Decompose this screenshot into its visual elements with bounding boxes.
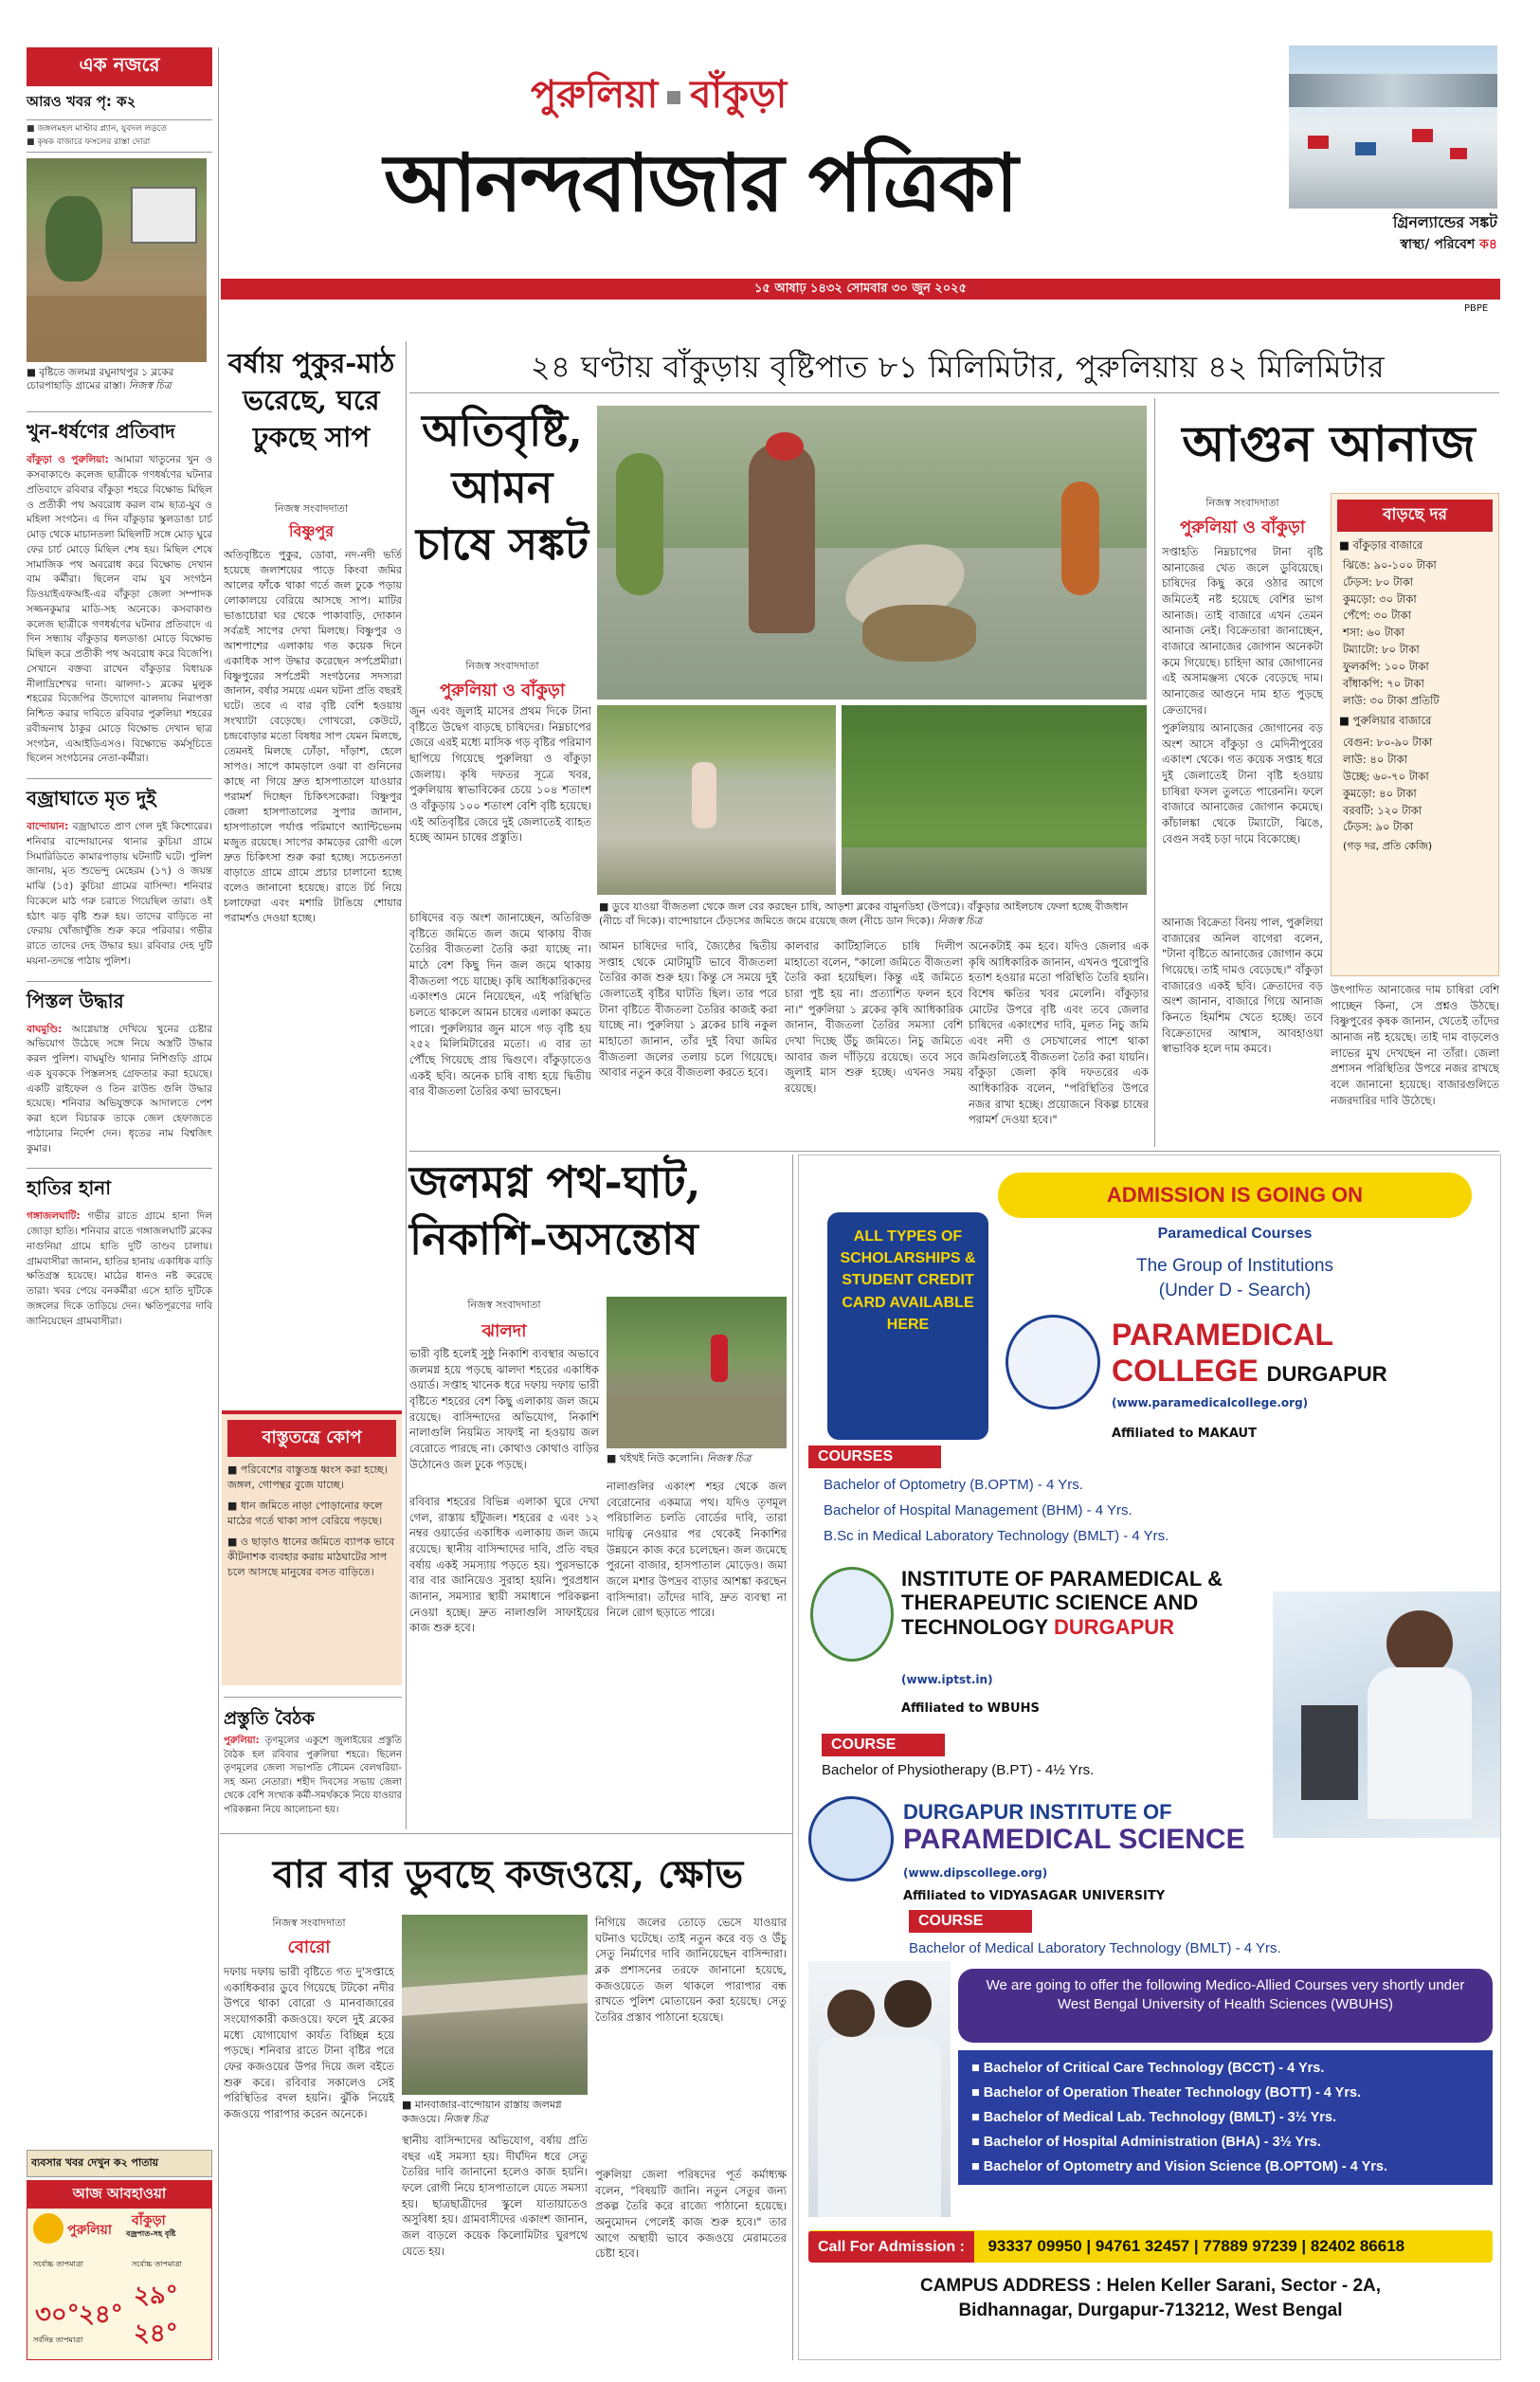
courses-label: COURSES — [808, 1446, 941, 1468]
price-body: আনাজ বিক্রেতা বিনয় পাল, পুরুলিয়া বাজারের অনিল বাগেরা বলেন, "টানা বৃষ্টিতে আনাজের জোগান কমে গিয়েছে। তাই দামও বেড়েছে।" বাঁকুড়া বাজারেও একই ছবি। ক্রেতাদের বড় অংশ জানান, বাজারে গিয়ে আনাজ কিনতে হিমশিম খেতে হচ্ছে। তবে বিক্রেতাদের আশ্বাস, আবহাওয়া স্বাভাবিক হলে দাম কমবে। — [1162, 916, 1323, 1056]
weather-note: বজ্রপাত-সহ বৃষ্টি — [126, 2229, 176, 2238]
call-numbers[interactable]: 93337 09950 | 94761 32457 | 77889 97239 | 82402 86618 — [987, 2237, 1405, 2255]
price-box-title: বাড়ছে দর — [1337, 500, 1493, 532]
flood-road-photo — [27, 158, 207, 362]
price-box-sub: ■ বাঁকুড়ার বাজারে — [1339, 538, 1423, 552]
ecosystem-box — [222, 1410, 402, 1685]
weather-temp: ২৪° — [134, 2319, 178, 2348]
flood-photo-caption: ■ থইথই নিউ কলোনি। নিজস্ব চিত্র — [607, 1452, 752, 1464]
ad-subtitle: Paramedical Courses — [1157, 1226, 1313, 1242]
list-item: বাঁধাকপি: ৭০ টাকা — [1343, 676, 1424, 690]
weather-city: পুরুলিয়া — [67, 2223, 112, 2238]
campus-address: CAMPUS ADDRESS : Helen Keller Sarani, Sector - 2A, Bidhannagar, Durgapur-713212, West Bengal — [919, 2276, 1382, 2320]
ad-group-sub: (Under D - Search) — [1158, 1281, 1312, 1300]
students-photo — [808, 1961, 951, 2217]
course3: Bachelor of Medical Laboratory Technology (BMLT) - 4 Yrs. — [909, 1940, 1281, 1956]
page-code: PBPE — [1464, 303, 1489, 314]
masthead-title: আনন্দবাজার পত্রিকা — [384, 136, 1017, 229]
list-item: লাউ: ৪০ টাকা — [1343, 753, 1407, 767]
list-item: ■ Bachelor of Operation Theater Technology (BOTT) - 4 Yrs. — [971, 2085, 1362, 2101]
flood-road-caption: ■ বৃষ্টিতে জলমগ্ন রঘুনাথপুর ১ ব্লকের চোরপাহাড়ি গ্রামের রাস্তা। নিজস্ব চিত্র — [27, 367, 174, 392]
college-logo-2 — [810, 1567, 894, 1662]
causeway-body: স্থানীয় বাসিন্দাদের অভিযোগ, বর্ষায় প্রতি বছর এই সমস্যা হয়। দীর্ঘদিন ধরে সেতু তৈরির দাবি জানানো হলেও কাজ হয়নি। ফলে রোগী নিয়ে হাসপাতালে যেতে সমস্যা হয়। ছাত্রছাত্রীদের স্কুলে যাতায়াতেও অসুবিধা হয়। গ্রামবাসীদের একাংশ জানান, জল বাড়লে কয়েক কিলোমিটার ঘুরপথে যেতে হয়। — [402, 2134, 588, 2258]
list-item: টম্যাটো: ৮০ টাকা — [1343, 643, 1420, 657]
ek-nazar-bullet: ■ কৃষক বাজারে ফসলের রাস্তা দোরা — [27, 136, 212, 154]
weather-temp: ২৯° — [134, 2282, 178, 2310]
price-box-note: (গড় দর, প্রতি কেজি) — [1343, 840, 1433, 853]
snake-byline: নিজস্ব সংবাদদাতা — [274, 502, 349, 515]
list-item: বেগুন: ৮০-৯০ টাকা — [1343, 736, 1433, 750]
weather-city: বাঁকুড়া — [132, 2213, 166, 2228]
business-note[interactable]: ব্যবসার খবর দেখুন ক২ পাতায় — [27, 2150, 212, 2177]
list-item: ফুলকপি: ১০০ টাকা — [1343, 659, 1429, 673]
weather-label: সর্বোচ্চ তাপমাত্রা — [33, 2260, 83, 2268]
left-story-body: বাঁকুড়া ও পুরুলিয়া: আমারা খাতুনের খুন ও কসবাকাণ্ডে কলেজ ছাত্রীকে গণধর্ষণের ঘটনার প্রতিবাদে রবিবার বাঁকুড়া শহরে বিক্ষোভ মিছিল ও প্রতীকী পথ অবরোধ করল বাম ছাত্র-যুব ও মহিলা সংগঠন। এ দিন বাঁকুড়ার স্কুলডাঙা চার্চ মোড় থেকে মাচানতলা মিছিলটি সঙ্গে মোড় ঘুরে ফের চার্চ মোড়ে মিছিল শেষ হয়। মিছিল শেষে সামাজিক পথ অবরোধ করে বিক্ষোভ দেখান বাম কর্মীরা। ছিলেন বাম যুব সংগঠন ডিওয়াইএফআই-এর বাঁকুড়া জেলা সম্পাদক সজ্জনকুমার মাডি-সহ অনেকে। কসবাকাণ্ড কলেজ ছাত্রীকে গণধর্ষণের ঘটনার প্রতিবাদে এ দিন সন্ধ্যায় বাঁকুড়ার ধলডাঙা মোড়ে বিক্ষোভ মিছিল করে প্রতীকী পথ অবরোধ করে বিজেপি। সেখানে বক্তব্য রাখেন বাঁকুড়ার বিধায়ক নীলাদ্রিশেখর দানা। ঝালদা-১ ব্লকের মুলুক শহরের বিজেপির উদ্যোগে ঝালদায় নিরাপত্তা নিশ্চিত করার দাবিতে রবিবার পুরুলিয়া শহরের রবীন্দ্রনাথ ঠাকুর মোড়ে বিক্ষোভ দেখান ছাত্র সংগঠন, এআইডিএসও। বিক্ষোভে কর্মসূচিতে ছিলেন সংগঠনের নেতা-কর্মীরা। — [27, 454, 212, 765]
list-item: পেঁপে: ৩০ টাকা — [1343, 609, 1412, 623]
flooded-colony-photo — [607, 1297, 787, 1448]
snake-body: অতিবৃষ্টিতে পুকুর, ডোবা, নদ-নদী ভর্তি হয়েছে জলাশয়ের পাড়ে কিংবা জমির আলের ফাঁকে থাকা গর্তে জল ঢুকে পড়ায় লোকালয়ে বেরিয়ে আসছে সাপ। মাটির ভাঙাচোরা ঘর থেকে পাকাবাড়ি, দোকান সর্বত্রই সাপের দেখা মিলছে। বিষ্ণুপুর ও আশপাশের এলাকায় গত কয়েক দিনে একাধিক সাপ উদ্ধার করেছেন সর্পপ্রেমীরা। বিষ্ণুপুরের সর্পপ্রেমী সংগঠনের সদস্যরা জানান, বর্ষার সময়ে এমন ঘটনা প্রতি বছরই ঘটে। তবে এ বার বৃষ্টি বেশি হওয়ায় সংখ্যাটা বেড়েছে। গোখরো, কেউটে, চন্দ্রবোড়ার মতো বিষধর সাপ যেমন মিলছে, তেমনই মিলছে ঢোঁড়া, দাঁড়াশ, হেলে সাপও। সাপে কামড়ালে ওঝা বা গুনিনের কাছে না গিয়ে দ্রুত হাসপাতালে যাওয়ার পরামর্শ দিচ্ছেন চিকিৎসকেরা। বিষ্ণুপুর জেলা হাসপাতালের সুপার জানান, হাসপাতালে পর্যাপ্ত পরিমাণে অ্যান্টিভেনম মজুত রয়েছে। সাপের কামড়ের রোগী এলে দ্রুত চিকিৎসা শুরু করা হচ্ছে। সচেতনতা বাড়াতে গ্রামে গ্রামে প্রচার চালানো হচ্ছে বলেও জানানো হয়েছে। রাতে টর্চ নিয়ে চলাফেরা এবং মশারি টাঙিয়ে শোয়ার পরামর্শও দেওয়া হচ্ছে। — [224, 549, 402, 924]
weather-temp: ২৪° — [79, 2300, 123, 2329]
dateline-bar: ১৫ আষাঢ় ১৪৩২ সোমবার ৩০ জুন ২০২৫ — [221, 279, 1500, 300]
prep-meeting-title: প্রস্তুতি বৈঠক — [224, 1697, 402, 1736]
price-body: উৎপাদিত আনাজের দাম চাষিরা বেশি পাচ্ছেন কিনা, সে প্রশ্নও উঠছে। বিষ্ণুপুরের কৃষক জানান, খেতেই তাঁদের আনাজ নষ্ট হয়েছে। তাই দাম বাড়লেও লাভের মুখ দেখছেন না তাঁরা। জেলা প্রশাসন পরিস্থিতির উপরে নজর রাখছে বলে জানানো হয়েছে। বাজারগুলিতে নজরদারির দাবি উঠেছে। — [1331, 983, 1499, 1107]
rain-body: চাষিদের বড় অংশ জানাচ্ছেন, অতিরিক্ত বৃষ্টিতে জমিতে জল জমে থাকায় বীজ তৈরির বীজতলা তৈরি করা যাচ্ছে না। মাঠে বেশ কিছু দিন জল জমে থাকায় বীজতলা পচে যাচ্ছে। কৃষি আধিকারিকদের একাংশও মেনে নিয়েছেন, এই পরিস্থিতি চলতে থাকলে আমন চাষের এলাকা কমতে পারে। পুরুলিয়ার জুন মাসে গড় বৃষ্টি হয় ২৫২ মিলিমিটারের মতো। এ বার তা পৌঁছে গিয়েছে প্রায় দ্বিগুণে। বাঁকুড়াতেও একই ছবি। অনেক চাষি বাধ্য হয়ে দ্বিতীয় বার বীজতলা তৈরির কথা ভাবছেন। — [409, 911, 591, 1099]
left-rail — [27, 47, 212, 2360]
flood-headline: জলমগ্ন পথ-ঘাট, নিকাশি-অসন্তোষ — [409, 1156, 701, 1264]
list-item: Bachelor of Hospital Management (BHM) - 4 Yrs. — [824, 1502, 1132, 1518]
rain-place: পুরুলিয়া ও বাঁকুড়া — [439, 681, 566, 700]
college1-web[interactable]: (www.paramedicalcollege.org) — [1112, 1396, 1309, 1409]
price-box — [1331, 493, 1499, 976]
left-story-title: বজ্রাঘাতে মৃত দুই — [27, 778, 212, 816]
upcoming-courses — [958, 2050, 1493, 2185]
causeway-body: দফায় দফায় ভারী বৃষ্টিতে গত দু'সপ্তাহে একাধিকবার ডুবে গিয়েছে টটকো নদীর উপরে থাকা বোরো ও মানবাজারের সংযোগকারী কজওয়ে। ফলে দুই ব্লকের মধ্যে যোগাযোগ কার্যত বিচ্ছিন্ন হয়ে পড়ছে। শনিবার রাতে টানা বৃষ্টির পরে ফের কজওয়ের উপর দিয়ে জল বইতে শুরু করে। রবিবার সকালেও সেই পরিস্থিতির বদল হয়নি। ঝুঁকি নিয়েই কজওয়ে পারাপার করেন অনেকে। — [224, 1965, 394, 2121]
list-item: ■ Bachelor of Critical Care Technology (BCCT) - 4 Yrs. — [971, 2061, 1325, 2076]
list-item: উচ্ছে: ৬০-৭০ টাকা — [1343, 769, 1429, 783]
causeway-byline: নিজস্ব সংবাদদাতা — [272, 1917, 346, 1929]
price-list — [1343, 557, 1487, 709]
ad-group: The Group of Institutions — [1135, 1256, 1334, 1276]
list-item: ঢেঁড়স: ৯০ টাকা — [1343, 820, 1414, 834]
college3-web[interactable]: (www.dipscollege.org) — [903, 1866, 1048, 1880]
weather-label: সর্বোচ্চ তাপমাত্রা — [132, 2260, 182, 2268]
causeway-body: পুরুলিয়া জেলা পরিষদের পূর্ত কর্মাধ্যক্ষ বলেন, "বিষয়টি জানি। নতুন সেতুর জন্য প্রকল্প তৈরি করে রাজ্যে পাঠানো হয়েছে। অনুমোদন পেলেই কাজ শুরু হবে।" তার আগে অস্থায়ী ভাবে কজওয়ে মেরামতের চেষ্টা হবে। — [595, 2168, 787, 2261]
list-item: কুমড়ো: ৩০ টাকা — [1343, 591, 1417, 606]
ad-notice: We are going to offer the following Medico-Allied Courses very shortly under West Bengal University of Health Sciences (WBUHS) — [958, 1969, 1493, 2043]
ek-nazar-bullet: ■ জঙ্গলমহল মাস্টার প্ল্যান, যুবদল লড়তে — [27, 124, 168, 134]
ecosystem-item: ■ ও ছাড়াও ধানের জমিতে ব্যাপক ভাবে কীটনাশক ব্যবহার করায় মাঠঘাটের সাপ চলে আসছে মানুষের বসত বাড়িতে। — [227, 1535, 395, 1578]
list-item: বরবটি: ১২০ টাকা — [1343, 803, 1422, 817]
left-story-title: খুন-ধর্ষণের প্রতিবাদ — [27, 411, 212, 449]
price-body: পুরুলিয়ায় আনাজের জোগানের বড় অংশ আসে বাঁকুড়া ও মেদিনীপুরের একাংশ থেকে। গত কয়েক সপ্তাহ ধরে দুই জেলাতেই টানা বৃষ্টি হওয়ায় চাষিরা ফসল তুলতে পারেননি। ফলে বাজারে আনাজের জোগান কমেছে। কাঁচালঙ্কা থেকে টম্যাটো, ঝিঙে, বেগুন সবই চড়া দামে বিকোচ্ছে। — [1162, 721, 1323, 846]
lab-photo — [1273, 1591, 1500, 1838]
paramedical-ad[interactable] — [798, 1155, 1501, 2360]
ecosystem-title: বাস্তুতন্ত্রে কোপ — [227, 1420, 396, 1457]
weather-temp: ৩০° — [35, 2300, 80, 2329]
price-box-sub: ■ পুরুলিয়ার বাজারে — [1339, 714, 1432, 728]
flood-body: রবিবার শহরের বিভিন্ন এলাকা ঘুরে দেখা গেল, রাস্তায় হাঁটুজল। শহরের ৫ এবং ১২ নম্বর ওয়ার্ডের একাধিক এলাকায় জল জমে রয়েছে। স্থানীয় বাসিন্দাদের দাবি, প্রতি বছর বর্ষায় একই সমস্যায় পড়তে হয়। পুরসভাকে বার বার জানিয়েও সুরাহা হয়নি। পুরপ্রধান জানান, সমস্যার স্থায়ী সমাধানে পরিকল্পনা নেওয়া হচ্ছে। দ্রুত নালাগুলি সাফাইয়ের কাজ শুরু হবে। — [409, 1495, 599, 1635]
college2-name: INSTITUTE OF PARAMEDICAL & THERAPEUTIC SCIENCE AND TECHNOLOGY DURGAPUR — [901, 1567, 1223, 1639]
list-item: ■ Bachelor of Hospital Administration (BHA) - 3½ Yrs. — [971, 2135, 1321, 2151]
masthead-region: পুরুলিয়া বাঁকুড়া — [531, 72, 788, 117]
college-logo-1 — [1006, 1315, 1100, 1409]
greenland-caption: গ্রিনল্যান্ডের সঙ্কট — [1392, 213, 1497, 231]
causeway-body: নিগিয়ে জলের তোড়ে ভেসে যাওয়ার ঘটনাও ঘটেছে। তাই নতুন করে বড় ও উঁচু সেতু নির্মাণের দাবি জানিয়েছেন বাসিন্দারা। ব্লক প্রশাসনের তরফে জানানো হয়েছে, কজওয়েতে জল থাকলে পারাপার বন্ধ রাখতে পুলিশ মোতায়েন করা হয়েছে। সেতু তৈরির প্রস্তাব পাঠানো হয়েছে। — [595, 1916, 787, 2025]
rainfall-banner: ২৪ ঘণ্টায় বাঁকুড়ায় বৃষ্টিপাত ৮১ মিলিমিটার, পুরুলিয়ায় ৪২ মিলিমিটার — [530, 349, 1386, 385]
college1-name: PARAMEDICAL COLLEGE DURGAPUR — [1112, 1318, 1387, 1389]
weather-label: সর্বনিম্ন তাপমাত্রা — [33, 2336, 83, 2344]
college1-aff: Affiliated to MAKAUT — [1112, 1427, 1257, 1441]
farmer-photo — [597, 406, 1147, 700]
greenland-photo[interactable] — [1289, 45, 1497, 209]
college3-name: DURGAPUR INSTITUTE OF PARAMEDICAL SCIENCE — [903, 1800, 1245, 1856]
college3-aff: Affiliated to VIDYASAGAR UNIVERSITY — [903, 1889, 1166, 1903]
weather-title: আজ আবহাওয়া — [27, 2181, 211, 2209]
flood-byline: নিজস্ব সংবাদদাতা — [467, 1299, 541, 1311]
flood-body: ভারী বৃষ্টি হলেই সুষ্ঠু নিকাশি ব্যবস্থার অভাবে জলমগ্ন হয়ে পড়ছে ঝালদা শহরের একাধিক ওয়ার্ড। সপ্তাহ খানেক ধরে দফায় দফায় ভারী বৃষ্টিতে শহরের বেশ কিছু এলাকায় জল জমে রয়েছে। বাসিন্দাদের অভিযোগ, নিকাশি নালাগুলি নিয়মিত সাফাই না হওয়ায় জল বেরোতে পারছে না। কোথাও কোথাও বাড়ির উঠোনেও জল ঢুকে পড়ছে। — [409, 1347, 599, 1471]
rain-photo-caption: ■ ডুবে যাওয়া বীজতলা থেকে জল বের করছেন চাষি, আড়শা ব্লকের বামুনডিহা (উপরে)। বাঁকুড়ার আইলচাষ ফেলা হচ্ছে বীজধান (নীচে বাঁ দিকে)। বান্দোয়ানে ঢেঁড়সের জমিতে জমে রয়েছে জল (নীচে ডান দিকে)। নিজস্ব চিত্র — [599, 900, 1129, 927]
admission-banner: ADMISSION IS GOING ON — [998, 1173, 1472, 1218]
list-item: কুমড়ো: ৪০ টাকা — [1343, 786, 1417, 800]
left-story-title: পিস্তল উদ্ধার — [27, 981, 212, 1019]
list-item: Bachelor of Optometry (B.OPTM) - 4 Yrs. — [824, 1477, 1083, 1493]
course2: Bachelor of Physiotherapy (B.PT) - 4½ Yrs. — [822, 1762, 1095, 1778]
rain-body: অনেকটাই কম হবে। যদিও জেলার এক কৃষি আধিকারিক জানান, এখনও পুরোপুরি হতাশ হওয়ার মতো পরিস্থিতি তৈরি হয়নি। বিশেষ ক্ষতির খবর মেলেনি। বাঁকুড়ার মোটের উপরে বৃষ্টি এবং তবে জেলার চাষিদের একাংশের দাবি, মূলত নিচু জমি এবং নদী ও সেচখালের পাশে থাকা জমিগুলিতেই বীজতলা তৈরি করা যায়নি। বাঁকুড়া জেলা কৃষি দফতরের এক আধিকারিক বলেন, "পরিস্থিতির উপরে নজর রাখা হচ্ছে। প্রয়োজনে বিকল্প চাষের পরামর্শ দেওয়া হবে।" — [969, 939, 1149, 1127]
ecosystem-item: ■ পরিবেশের বাস্তুতন্ত্র ধ্বংস করা হচ্ছে। জঙ্গল, গোপন্থর বুজে যাচ্ছে। — [227, 1464, 388, 1491]
weather-box — [27, 2180, 212, 2360]
left-story-title: হাতির হানা — [27, 1168, 212, 1206]
okra-field-photo — [842, 705, 1147, 895]
snake-place: বিষ্ণুপুর — [288, 522, 335, 540]
list-item: ■ Bachelor of Medical Lab. Technology (BMLT) - 3½ Yrs. — [971, 2110, 1337, 2126]
causeway-headline: বার বার ডুবছে কজওয়ে, ক্ষোভ — [272, 1852, 744, 1897]
flood-body: নালাগুলির একাংশ শহর থেকে জল বেরোনোর একমাত্র পথ। যদিও তৃণমূল পরিচালিত চলতি বোর্ডের দাবি, তারা দায়িত্ব নেওয়ার পর থেকেই নিকাশির উন্নয়নে কাজ করে চলেছেন। জল জমেছে পুরনো বাজার, হাসপাতাল মোড়েও। জমা জলে মশার উপদ্রব বাড়ার আশঙ্কা করছেন বাসিন্দারা। তাঁদের দাবি, দ্রুত ব্যবস্থা না নিলে রোগ ছড়াতে পারে। — [607, 1480, 787, 1620]
snake-headline: বর্ষায় পুকুর-মাঠ ভরেছে, ঘরে ঢুকছে সাপ — [227, 347, 395, 454]
price-byline: নিজস্ব সংবাদদাতা — [1205, 497, 1279, 509]
sun-icon — [33, 2213, 63, 2244]
causeway-place: বোরো — [287, 1937, 331, 1957]
college2-aff: Affiliated to WBUHS — [901, 1701, 1040, 1716]
college2-web[interactable]: (www.iptst.in) — [901, 1673, 993, 1686]
flood-place: ঝালদা — [481, 1321, 527, 1341]
seedbed-photo — [597, 705, 836, 895]
list-item: ঢেঁড়স: ৮০ টাকা — [1343, 574, 1414, 589]
causeway-photo — [402, 1915, 588, 2095]
scholarship-badge: ALL TYPES OF SCHOLARSHIPS & STUDENT CREDIT CARD AVAILABLE HERE — [827, 1212, 988, 1440]
ecosystem-item: ■ ধান জমিতে নাড়া পোড়ানোর ফলে মাঠের গর্তে থাকা সাপ বেরিয়ে পড়ছে। — [227, 1499, 383, 1527]
price-body: সপ্তাহতি নিম্নচাপের টানা বৃষ্টি আনাজের খেত জলে ডুবিয়েছে। চাষিদের কিছু করে ওঠার আগে জমিতেই নষ্ট হয়েছে বেশির ভাগ আনাজ। তাই বাজারে এখন তেমন আনাজ নেই। বিক্রেতারা জানাচ্ছেন, বাজারে আনাজের জোগান অনেকটা কমে গিয়েছে। চাহিদা আর জোগানের এই অসামঞ্জস্য থেকে বেড়েছে দাম। আনাজের আগুনে দাম হাত পুড়ছে ক্রেতাদের। — [1162, 545, 1323, 717]
college-logo-3 — [808, 1796, 894, 1882]
left-story-body: গঙ্গাজলঘাটি: গভীর রাতে গ্রামে হানা দিল জোড়া হাতি। শনিবার রাতে গঙ্গাজলঘাটি ব্লকের নাগুনিয়া গ্রামে হাতি দুটি তাণ্ডব চালায়। গ্রামবাসীরা জানান, হাতির হানায় একাধিক বাড়ি ক্ষতিগ্রস্ত হয়েছে। মাঠের ধানও নষ্ট করেছে তারা। খবর পেয়ে বনকর্মীরা এসে হাতি দুটিকে জঙ্গলের দিকে তাড়িয়ে দেন। ক্ষতিপূরণের দাবি জানিয়েছেন গ্রামবাসীরা। — [27, 1210, 212, 1327]
greenland-section[interactable]: স্বাস্থ্য/ পরিবেশ ক৪ — [1400, 237, 1497, 252]
rain-body: কালবার কাটিহালিতে চাষি দিলীপ মাহাতো বলেন, "কালো জমিতে বীজতলা তৈরি করা হয়েছিল। কিন্তু এই জমিতে চারা পুষ্ট হয় না। প্রত্যাশিত ফলন হবে না।" পুরুলিয়া ১ ব্লকের কৃষি আধিকারিক জানান, বীজতলা তৈরির সমস্যা বেশি দেখা দিচ্ছে উঁচু জমিতে। নিচু জমিতে আবার জল দাঁড়িয়ে রয়েছে। তবে সবে জুলাই মাস শুরু হচ্ছে। এখনও সময় রয়েছে। — [785, 939, 963, 1096]
courses-list — [824, 1472, 1297, 1549]
causeway-photo-caption: ■ মানবাজার-বান্দোয়ান রাস্তায় জলমগ্ন কজওয়ে। নিজস্ব চিত্র — [402, 2099, 562, 2125]
list-item: ঝিঙে: ৯০-১০০ টাকা — [1343, 558, 1437, 572]
list-item: লাউ: ৩০ টাকা প্রতিটি — [1343, 693, 1440, 707]
more-news-link[interactable]: আরও খবর পৃ: ক২ — [27, 86, 212, 120]
list-item: B.Sc in Medical Laboratory Technology (BMLT) - 4 Yrs. — [824, 1528, 1169, 1544]
course-label-3: COURSE — [909, 1910, 1032, 1933]
price-place: পুরুলিয়া ও বাঁকুড়া — [1179, 518, 1306, 537]
rain-headline: অতিবৃষ্টি, আমন চাষে সঙ্কট — [415, 405, 589, 570]
rain-body: আমন চাষিদের দাবি, জ্যৈষ্ঠের দ্বিতীয় সপ্তাহ থেকে মোটামুটি ভাবে বীজতলা তৈরির কাজ শুরু হয়। কিন্তু সে সময়ে দুই জেলাতেই বৃষ্টির ঘাটতি ছিল। তার পরে টানা বৃষ্টিতে বীজতলা তৈরির কাজই করা যাচ্ছে না। পুরুলিয়া ১ ব্লকের চাষি নকুল মাহাতো জানান, তাঁর দুই বিঘা জমির বীজতলা জলের তলায় চলে গিয়েছে। আবার নতুন করে বীজতলা করতে হবে। — [599, 939, 777, 1080]
list-item: শসা: ৬০ টাকা — [1343, 626, 1404, 640]
list-item: ■ Bachelor of Optometry and Vision Science (B.OPTOM) - 4 Yrs. — [971, 2159, 1388, 2175]
rain-byline: নিজস্ব সংবাদদাতা — [465, 660, 539, 672]
call-bar[interactable] — [808, 2230, 1493, 2263]
rain-body: জুন এবং জুলাই মাসের প্রথম দিকে টানা বৃষ্টিতে উদ্বেগ বাড়ছে চাষিদের। নিম্নচাপের জেরে এরই মধ্যে মাসিক গড় বৃষ্টির পরিমাণ ছাপিয়ে গিয়েছে পুরুলিয়া ও বাঁকুড়া জেলায়। কৃষি দফতর সূত্রে খবর, পুরুলিয়ায় স্বাভাবিকের চেয়ে ১০৪ শতাংশ ও বাঁকুড়ায় ১০০ শতাংশ বেশি বৃষ্টি হয়েছে। এই অতিবৃষ্টির জেরে দুই জেলাতেই ব্যাহত হচ্ছে আমন চাষের প্রস্তুতি। — [409, 704, 591, 845]
ek-nazar-header: এক নজরে — [27, 47, 212, 86]
price-list — [1343, 735, 1487, 836]
course-label: COURSE — [822, 1734, 945, 1756]
left-story-body: বান্দোয়ান: বজ্রাঘাতে প্রাণ গেল দুই কিশোরের। শনিবার বান্দোয়ানের থানার কুচিয়া গ্রামে সিমারিডিতে কামারপাড়ায় ঘটনাটি ঘটে। পুলিশ জানায়, মৃত শুভেন্দু মেহেরম (১৭) ও জয়ন্ত মাঝি (১৫) কুচিয়া গ্রামের বাসিন্দা। শনিবার বিকেলে মাঠ গরু চরাতে গিয়েছিল তারা। ওই হঠাৎ ঝড় বৃষ্টি শুরু হয়। তাদের বাড়িতে না ফেরায় খোঁজাখুঁজি শুরু করে পরিবার। গভীর রাতে তাদের দেহ উদ্ধার হয়। রবিবার দেহ দুটি ময়না-তদন্তে পাঠায় পুলিশ। — [27, 821, 212, 967]
left-story-body: বাঘমুণ্ডি: আগ্নেয়াস্ত্র দেখিয়ে খুনের চেষ্টার অভিযোগ উঠেছে সঙ্গে নিয়ে অস্ত্রটি উদ্ধার করল পুলিশ। বাঘমুণ্ডি থানার নিশিগুড়ি গ্রামে এক যুবককে পিস্তলসহ গ্রেফতার করা হয়েছে। একটি রাইফেল ও তিন রাউন্ড গুলি উদ্ধার হয়েছে। শনিবার অভিযুক্তকে আদালতে পেশ করা হলে বিচারক তাকে জেল হেফাজতে পাঠানোর নির্দেশ দেন। ধৃতের নাম বিশ্বজিৎ কুমার। — [27, 1023, 212, 1155]
call-label: Call For Admission : — [808, 2231, 974, 2263]
prep-meeting-body: পুরুলিয়া: তৃণমূলের একুশে জুলাইয়ের প্রস্তুতি বৈঠক হল রবিবার পুরুলিয়া শহরে। ছিলেন তৃণমূলের জেলা সভাপতি সৌমেন বেলথরিয়া-সহ অন্য নেতারা। শহীদ দিবসের সভায় জেলা থেকে বেশি সংখ্যক কর্মী-সমর্থককে নিয়ে যাওয়ার পরিকল্পনা নিয়ে আলোচনা হয়। — [224, 1736, 402, 1815]
price-headline: আগুন আনাজ — [1182, 415, 1476, 473]
